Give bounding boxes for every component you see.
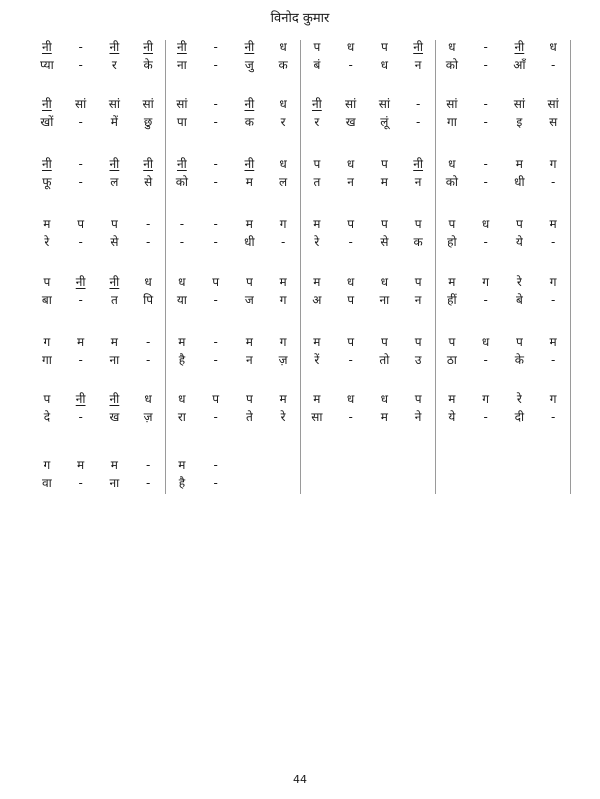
bol-syllable: उ	[414, 353, 422, 367]
swar-note: प	[313, 40, 321, 54]
swar-note: नी	[413, 157, 424, 171]
bol-syllable: म	[245, 175, 253, 189]
page-header: विनोद कुमार	[270, 11, 330, 26]
bol-syllable: -	[348, 58, 353, 72]
swar-note: म	[515, 157, 523, 171]
bol-syllable: -	[145, 353, 151, 367]
bol-syllable: -	[550, 293, 556, 307]
bol-syllable: है	[178, 476, 186, 490]
bol-syllable: -	[78, 410, 83, 424]
notation-cycle	[30, 392, 570, 444]
swar-note: ग	[482, 392, 489, 406]
bol-syllable: -	[213, 410, 218, 424]
swar-note: -	[78, 40, 83, 54]
swar-note: ग	[279, 217, 287, 231]
bol-syllable: -	[483, 58, 488, 72]
notation-cycle	[30, 275, 570, 327]
swar-note: नी	[413, 40, 424, 54]
bol-syllable: -	[179, 235, 185, 249]
bol-syllable: रे	[314, 235, 320, 249]
bol-syllable: न	[347, 175, 354, 189]
notation-cycle	[30, 217, 570, 269]
swar-note: प	[515, 335, 523, 349]
bol-syllable: -	[483, 410, 488, 424]
swar-note: नी	[75, 392, 86, 406]
swar-note: -	[145, 335, 151, 349]
bol-syllable: -	[78, 235, 83, 249]
bol-syllable: ध	[380, 58, 389, 72]
swar-note: म	[178, 335, 186, 349]
swar-note: म	[245, 217, 253, 231]
bol-syllable: -	[213, 235, 218, 249]
swar-note: -	[213, 40, 218, 54]
swar-note: प	[414, 335, 422, 349]
bol-syllable: ते	[245, 410, 253, 424]
bol-syllable: ना	[379, 293, 390, 307]
swar-note: प	[110, 217, 118, 231]
bol-syllable: को	[445, 58, 459, 72]
bol-syllable: धी	[514, 175, 525, 189]
bol-syllable: -	[213, 175, 218, 189]
swar-note: -	[213, 335, 218, 349]
swar-note: -	[145, 217, 151, 231]
swar-note: सां	[378, 97, 390, 111]
swar-note: सां	[75, 97, 87, 111]
swar-note: म	[77, 458, 85, 472]
bol-syllable: र	[280, 115, 286, 129]
bol-syllable: -	[483, 175, 488, 189]
swar-note: सां	[108, 97, 120, 111]
swar-note: नी	[41, 40, 52, 54]
bol-syllable: -	[550, 353, 556, 367]
notation-cycle	[30, 97, 570, 149]
bol-syllable: -	[78, 353, 83, 367]
swar-note: सां	[142, 97, 154, 111]
bol-syllable: पा	[176, 115, 187, 129]
bol-syllable: ना	[109, 476, 120, 490]
swar-note: -	[213, 157, 218, 171]
bol-syllable: ज़	[278, 353, 288, 367]
bol-syllable: -	[145, 476, 151, 490]
swar-note: नी	[176, 157, 187, 171]
bol-syllable: खों	[40, 115, 54, 129]
bol-syllable: -	[78, 175, 83, 189]
bol-syllable: ल	[279, 175, 288, 189]
bol-syllable: से	[110, 235, 119, 249]
bol-syllable: ठा	[446, 353, 457, 367]
bol-syllable: ज़	[143, 410, 153, 424]
bol-syllable: रा	[177, 410, 186, 424]
swar-note: प	[515, 217, 523, 231]
swar-note: -	[213, 97, 218, 111]
bol-syllable: न	[414, 293, 422, 307]
swar-note: नी	[244, 157, 255, 171]
bol-syllable: -	[550, 235, 556, 249]
bol-syllable: -	[483, 293, 488, 307]
swar-note: म	[448, 392, 456, 406]
swar-note: प	[380, 157, 388, 171]
bol-syllable: -	[550, 58, 556, 72]
swar-note: प	[313, 157, 321, 171]
swar-note: सां	[547, 97, 559, 111]
bol-syllable: न	[414, 58, 422, 72]
bol-syllable: न	[414, 175, 422, 189]
swar-note: प	[77, 217, 85, 231]
bol-syllable: आँ	[513, 58, 526, 72]
swar-note: नी	[109, 275, 120, 289]
swar-note: ग	[279, 335, 287, 349]
bol-syllable: है	[178, 353, 186, 367]
swar-note: -	[483, 40, 488, 54]
swar-note: म	[549, 335, 557, 349]
swar-note: प	[347, 335, 355, 349]
bol-syllable: फू	[42, 175, 52, 189]
swar-note: प	[414, 217, 422, 231]
bol-syllable: -	[213, 115, 218, 129]
swar-note: ध	[448, 157, 456, 171]
bol-syllable: सा	[311, 410, 323, 424]
bol-syllable: को	[175, 175, 189, 189]
swar-note: ध	[380, 275, 389, 289]
bol-syllable: बा	[41, 293, 52, 307]
swar-note: -	[213, 458, 218, 472]
swar-note: नी	[75, 275, 86, 289]
bol-syllable: -	[213, 353, 218, 367]
bol-syllable: -	[78, 293, 83, 307]
swar-note: -	[145, 458, 151, 472]
bol-syllable: -	[78, 115, 83, 129]
swar-note: ध	[178, 392, 186, 406]
bol-syllable: त	[110, 293, 118, 307]
bol-syllable: दी	[514, 410, 525, 424]
bol-syllable: रे	[44, 235, 50, 249]
swar-note: -	[213, 217, 218, 231]
swar-note: प	[448, 335, 456, 349]
swar-note: म	[110, 335, 118, 349]
swar-note: नी	[41, 157, 52, 171]
swar-note: म	[43, 217, 51, 231]
swar-note: म	[549, 217, 557, 231]
bol-syllable: र	[314, 115, 320, 129]
swar-note: सां	[513, 97, 525, 111]
swar-note: म	[313, 392, 321, 406]
swar-note: ग	[43, 458, 51, 472]
bol-syllable: धी	[244, 235, 255, 249]
swar-note: म	[77, 335, 85, 349]
swar-note: प	[448, 217, 456, 231]
bol-syllable: -	[348, 410, 353, 424]
swar-note: ध	[144, 275, 152, 289]
swar-note: ध	[279, 157, 287, 171]
bol-syllable: -	[483, 115, 488, 129]
bol-syllable: इ	[516, 115, 523, 129]
swar-note: प	[245, 275, 253, 289]
swar-note: ध	[279, 40, 287, 54]
bol-syllable: अ	[312, 293, 322, 307]
swar-note: नी	[514, 40, 525, 54]
bol-syllable: के	[143, 58, 153, 72]
bol-syllable: -	[213, 476, 218, 490]
bol-syllable: लूं	[380, 115, 389, 129]
bol-syllable: गा	[41, 353, 52, 367]
bol-syllable: -	[415, 115, 421, 129]
swar-note: ध	[448, 40, 456, 54]
bol-syllable: -	[348, 235, 353, 249]
bol-syllable: -	[550, 410, 556, 424]
swar-note: म	[245, 335, 253, 349]
swar-note: नी	[311, 97, 322, 111]
bol-syllable: रे	[280, 410, 286, 424]
bol-syllable: रें	[314, 353, 320, 367]
bol-syllable: ज	[244, 293, 254, 307]
bol-syllable: ना	[176, 58, 187, 72]
swar-note: नी	[109, 157, 120, 171]
bol-syllable: गा	[446, 115, 457, 129]
swar-note: म	[110, 458, 118, 472]
bol-syllable: को	[445, 175, 459, 189]
bol-syllable: क	[244, 115, 254, 129]
bol-syllable: -	[483, 235, 488, 249]
bol-syllable: प	[347, 293, 355, 307]
bol-syllable: -	[483, 353, 488, 367]
notation-cycle	[30, 458, 570, 510]
bol-syllable: पि	[143, 293, 154, 307]
swar-note: नी	[244, 97, 255, 111]
swar-note: म	[313, 275, 321, 289]
swar-note: ग	[43, 335, 51, 349]
bol-syllable: ख	[345, 115, 356, 129]
bol-syllable: ख	[109, 410, 120, 424]
bol-syllable: हो	[447, 235, 457, 249]
bol-syllable: ग	[279, 293, 287, 307]
bol-syllable: ल	[110, 175, 119, 189]
bol-syllable: स	[549, 115, 558, 129]
bol-syllable: -	[145, 235, 151, 249]
swar-note: म	[279, 275, 287, 289]
bol-syllable: ये	[515, 235, 523, 249]
bol-syllable: हीं	[447, 293, 457, 307]
bol-syllable: ने	[414, 410, 422, 424]
bol-syllable: म	[380, 175, 388, 189]
notation-grid	[30, 40, 570, 494]
bol-syllable: -	[213, 58, 218, 72]
swar-note: रे	[516, 275, 522, 289]
swar-note: ध	[178, 275, 186, 289]
swar-note: ग	[482, 275, 489, 289]
swar-note: नी	[176, 40, 187, 54]
swar-note: ग	[549, 157, 557, 171]
swar-note: -	[483, 157, 488, 171]
bol-syllable: त	[313, 175, 321, 189]
swar-note: प	[43, 275, 51, 289]
swar-note: ग	[549, 275, 557, 289]
swar-note: ग	[549, 392, 557, 406]
swar-note: नी	[143, 40, 154, 54]
bol-syllable: के	[514, 353, 524, 367]
swar-note: नी	[109, 392, 120, 406]
bol-syllable: से	[144, 175, 153, 189]
swar-note: नी	[244, 40, 255, 54]
bol-syllable: दे	[43, 410, 51, 424]
notation-cycle	[30, 335, 570, 387]
swar-note: ध	[380, 392, 389, 406]
swar-note: ध	[549, 40, 557, 54]
swar-note: म	[279, 392, 287, 406]
swar-note: -	[78, 157, 83, 171]
swar-note: ध	[346, 392, 355, 406]
bol-syllable: क	[413, 235, 423, 249]
swar-note: ध	[481, 335, 490, 349]
bol-syllable: प्या	[40, 58, 54, 72]
swar-note: ध	[279, 97, 287, 111]
swar-note: प	[347, 217, 355, 231]
swar-note: सां	[345, 97, 357, 111]
bol-syllable: या	[176, 293, 187, 307]
swar-note: -	[415, 97, 421, 111]
notation-cycle	[30, 157, 570, 209]
swar-note: म	[313, 217, 321, 231]
swar-note: प	[43, 392, 51, 406]
page-number: 44	[293, 773, 307, 786]
swar-note: म	[448, 275, 456, 289]
bol-syllable: -	[280, 235, 286, 249]
bol-syllable: ये	[448, 410, 456, 424]
bol-syllable: वा	[41, 476, 52, 490]
notation-cycle	[30, 40, 570, 92]
bol-syllable: जु	[244, 58, 254, 72]
bol-syllable: से	[380, 235, 389, 249]
swar-note: प	[380, 40, 388, 54]
bol-syllable: -	[78, 476, 83, 490]
swar-note: ध	[481, 217, 490, 231]
swar-note: प	[212, 275, 220, 289]
swar-note: प	[245, 392, 253, 406]
bol-syllable: बं	[313, 58, 321, 72]
bol-syllable: में	[110, 115, 118, 129]
bol-syllable: -	[213, 293, 218, 307]
bol-syllable: क	[278, 58, 288, 72]
swar-note: -	[179, 217, 185, 231]
bol-syllable: -	[78, 58, 83, 72]
swar-note: ध	[144, 392, 152, 406]
swar-note: रे	[516, 392, 522, 406]
bol-syllable: म	[380, 410, 388, 424]
swar-note: सां	[446, 97, 458, 111]
swar-note: -	[483, 97, 488, 111]
swar-note: सां	[176, 97, 188, 111]
swar-note: नी	[109, 40, 120, 54]
swar-note: प	[380, 335, 388, 349]
bol-syllable: र	[111, 58, 117, 72]
bol-syllable: -	[348, 353, 353, 367]
bol-syllable: न	[246, 353, 253, 367]
swar-note: प	[380, 217, 388, 231]
bol-syllable: तो	[379, 353, 390, 367]
swar-note: ध	[346, 275, 355, 289]
bol-syllable: बे	[515, 293, 523, 307]
swar-note: ध	[346, 157, 355, 171]
swar-note: प	[414, 275, 422, 289]
bol-syllable: -	[550, 175, 556, 189]
bol-syllable: ना	[109, 353, 120, 367]
swar-note: नी	[41, 97, 52, 111]
vibhag-divider	[570, 40, 571, 494]
swar-note: म	[313, 335, 321, 349]
swar-note: ध	[346, 40, 355, 54]
swar-note: प	[212, 392, 220, 406]
swar-note: नी	[143, 157, 154, 171]
swar-note: म	[178, 458, 186, 472]
swar-note: प	[414, 392, 422, 406]
bol-syllable: छु	[143, 115, 153, 129]
